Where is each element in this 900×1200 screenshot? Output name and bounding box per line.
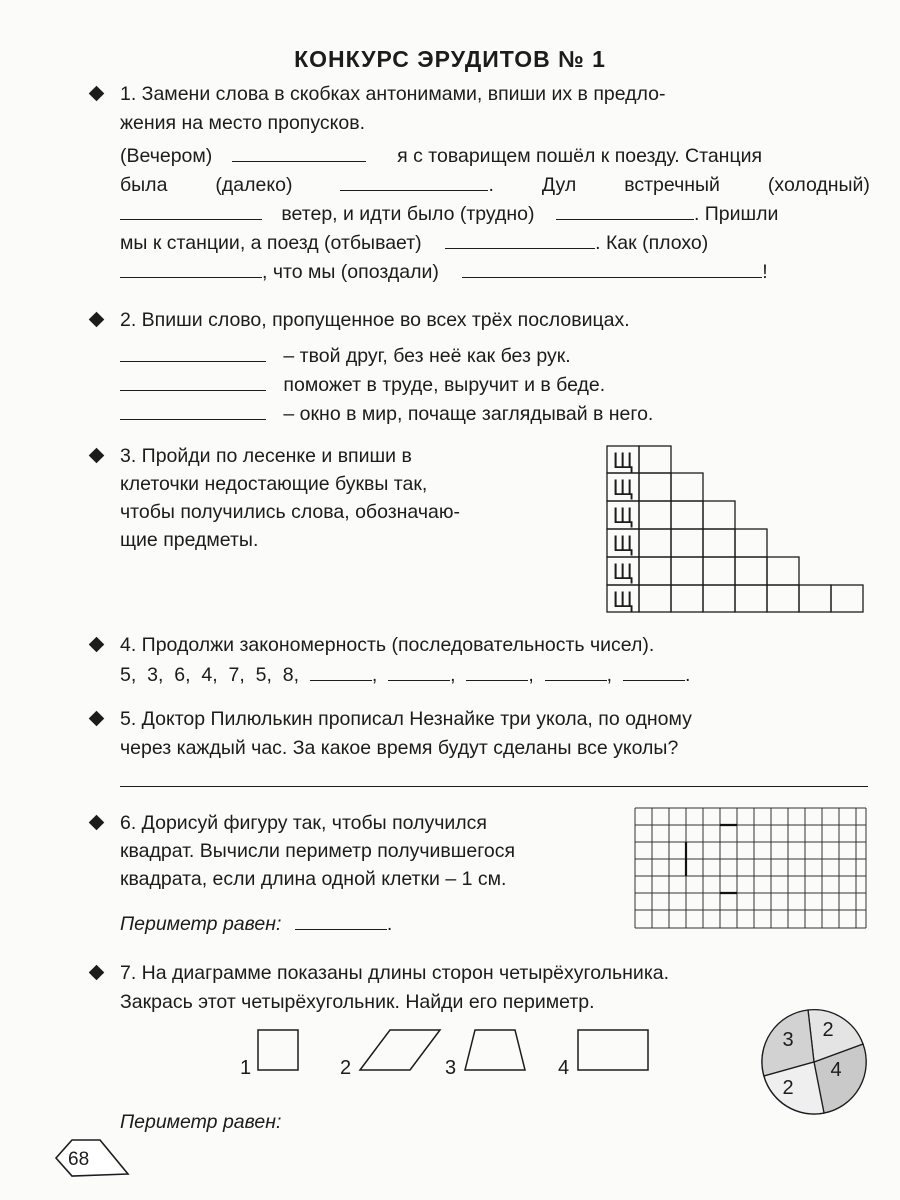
staircase-letter-4: Щ: [612, 531, 634, 556]
shape-label-3: 3: [445, 1057, 457, 1079]
proverb-2-blank[interactable]: [120, 372, 266, 391]
sentence-fragment-4-end: . Как (плохо): [595, 232, 709, 254]
proverb-2-text: поможет в труде, выручит и в беде.: [283, 374, 606, 396]
proverb-1-blank[interactable]: [120, 343, 266, 362]
task-1-sentence-line-3: [120, 200, 870, 229]
pie-label-2-bottom: 2: [782, 1077, 794, 1099]
staircase-letter-1: Щ: [612, 448, 634, 473]
task-6-perimeter: [120, 910, 392, 939]
task-7-bullet: [89, 965, 105, 981]
rectangle-shape[interactable]: [578, 1030, 648, 1070]
task-6-line-2: квадрат. Вычисли периметр получившегося: [120, 840, 516, 862]
sentence-fragment-1: я с товарищем пошёл к поезду. Станция: [397, 145, 763, 167]
staircase-letter-6: Щ: [612, 587, 634, 612]
task-6-bullet: [89, 815, 105, 831]
sequence-blank-4[interactable]: [545, 662, 607, 681]
word-vecherom: (Вечером): [120, 145, 213, 167]
proverb-3-blank[interactable]: [120, 401, 266, 420]
task-7-perimeter-label: Периметр равен:: [120, 1111, 282, 1133]
quadrilateral-options: [230, 1020, 660, 1080]
task-3-line-2: клеточки недостающие буквы так,: [120, 473, 428, 495]
shape-label-1: 1: [240, 1057, 252, 1079]
word-staircase-grid: [606, 444, 872, 614]
answer-blank-3[interactable]: [120, 201, 262, 220]
task-6-perimeter-blank[interactable]: [295, 911, 387, 930]
parallelogram-shape[interactable]: [360, 1030, 440, 1070]
answer-blank-1[interactable]: [232, 143, 366, 162]
task-3-bullet: [89, 448, 105, 464]
task-6-perimeter-end: .: [386, 913, 393, 935]
task-1-sentence-line-2: была (далеко) . Дул встречный (холодный): [120, 171, 870, 200]
task-1-bullet: [89, 86, 105, 102]
sequence-number: 6: [174, 664, 186, 686]
square-drawing-grid: [634, 807, 870, 931]
task-5-bullet: [89, 711, 105, 727]
task-7-line-1: 7. На диаграмме показаны длины сторон четырёхугольника.: [120, 962, 670, 984]
pie-label-4: 4: [830, 1059, 842, 1081]
sequence-number: 5: [120, 664, 131, 686]
task-5-line-2: через каждый час. За какое время будут сделаны все уколы?: [120, 737, 679, 759]
task-1-intro-1: 1. Замени слова в скобках антонимами, впиши их в предло-: [120, 83, 666, 105]
staircase-letter-2: Щ: [612, 475, 634, 500]
sentence-fragment-5-end: !: [762, 261, 768, 283]
sequence-blank-5[interactable]: [623, 662, 685, 681]
word-holodny: (холодный): [767, 174, 870, 196]
pie-label-2-top: 2: [822, 1019, 834, 1041]
sequence-number: 8: [282, 664, 294, 686]
square-shape[interactable]: [258, 1030, 298, 1070]
task-1-intro-2: жения на место пропусков.: [120, 112, 365, 134]
sequence-number: 4: [201, 664, 213, 686]
sequence-number: 7: [228, 664, 240, 686]
task-3-line-4: щие предметы.: [120, 529, 259, 551]
sequence-blank-2[interactable]: [388, 662, 450, 681]
task-2-intro: 2. Впиши слово, пропущенное во всех трёх пословицах.: [120, 309, 630, 331]
task-5-line-1: 5. Доктор Пилюлькин прописал Незнайке три укола, по одному: [120, 708, 692, 730]
sentence-fragment-3: ветер, и идти было (трудно): [281, 203, 535, 225]
word-byla: была: [120, 174, 168, 196]
task-6-line-3: квадрата, если длина одной клетки – 1 см.: [120, 868, 507, 890]
task-6-line-1: 6. Дорисуй фигуру так, чтобы получился: [120, 812, 487, 834]
task-4-bullet: [89, 637, 105, 653]
task-1-sentence-line-1: [120, 142, 870, 171]
staircase-letter-5: Щ: [612, 559, 634, 584]
page-title: КОНКУРС ЭРУДИТОВ № 1: [294, 46, 606, 72]
proverb-1: [120, 342, 571, 371]
sentence-fragment-3-end: . Пришли: [693, 203, 779, 225]
shape-label-4: 4: [558, 1057, 570, 1079]
sentence-fragment-4: мы к станции, а поезд (отбывает): [120, 232, 422, 254]
task-7-line-2: Закрась этот четырёхугольник. Найди его периметр.: [120, 991, 595, 1013]
task-3-line-1: 3. Пройди по лесенке и впиши в: [120, 445, 412, 467]
word-dul: Дул: [541, 174, 577, 196]
sequence-blank-3[interactable]: [466, 662, 528, 681]
proverb-1-text: – твой друг, без неё как без рук.: [283, 345, 571, 367]
task-2-bullet: [89, 312, 105, 328]
task-1-sentence-line-5: [120, 258, 870, 287]
word-vstrechny: встречный: [624, 174, 720, 196]
staircase-letter-3: Щ: [612, 503, 634, 528]
trapezoid-shape[interactable]: [465, 1030, 525, 1070]
sequence-number: 5: [255, 664, 267, 686]
proverb-3-text: – окно в мир, почаще заглядывай в него.: [283, 403, 654, 425]
task-4-intro: 4. Продолжи закономерность (последовательность чисел).: [120, 634, 655, 656]
task-3-line-3: чтобы получились слова, обозначаю-: [120, 501, 460, 523]
sequence-blank-1[interactable]: [310, 662, 372, 681]
proverb-3: [120, 400, 653, 429]
answer-blank-4[interactable]: [556, 201, 694, 220]
answer-blank-7[interactable]: [462, 259, 762, 278]
sequence-end: .: [684, 664, 691, 686]
page-number-flag: [52, 1136, 132, 1180]
answer-blank-6[interactable]: [120, 259, 262, 278]
answer-blank-2[interactable]: [340, 172, 488, 191]
sentence-fragment-5: , что мы (опоздали): [262, 261, 439, 283]
sequence-number: 3: [147, 664, 158, 686]
task-1-sentence-line-4: [120, 229, 870, 258]
pie-label-3: 3: [782, 1029, 794, 1051]
number-sequence: 5, 3, 6, 4, 7, 5, 8, , , , , .: [120, 664, 691, 686]
page-number: 68: [68, 1149, 90, 1170]
answer-blank-5[interactable]: [445, 230, 595, 249]
side-lengths-pie: [756, 1004, 872, 1120]
task-6-perimeter-label: Периметр равен:: [120, 913, 282, 935]
shape-label-2: 2: [340, 1057, 352, 1079]
word-daleko: (далеко): [215, 174, 293, 196]
proverb-2: [120, 371, 605, 400]
task-5-answer-line[interactable]: [120, 786, 868, 787]
